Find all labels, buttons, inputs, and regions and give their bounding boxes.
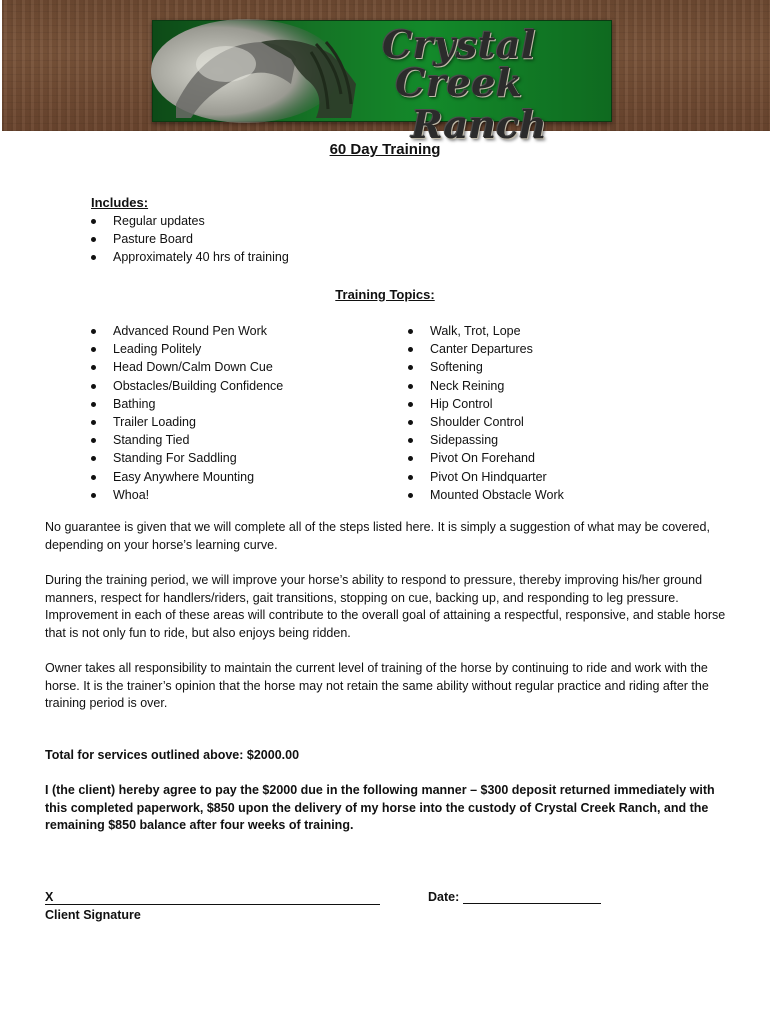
- date-field[interactable]: [463, 903, 601, 904]
- signature-field[interactable]: [45, 889, 380, 905]
- logo-title: [324, 22, 594, 147]
- list-item: Head Down/Calm Down Cue: [91, 358, 283, 376]
- includes-list: [91, 212, 289, 267]
- client-signature-label: Client Signature: [45, 908, 141, 922]
- list-item: Whoa!: [91, 486, 283, 504]
- training-period-paragraph: During the training period, we will improve your horse’s ability to respond to pressure, thereby improving his/her ground manners, respect for handlers/riders, gait transitions, stopping on cue, backing up, and responding to leg pressure. Improvement in each of these areas will contribute to the overall goal of attaining a respectful, responsive, and stable horse that is not only fun to ride, but also enjoys being ridden.: [45, 573, 726, 641]
- topics-right-list: [408, 322, 564, 504]
- list-item: Softening: [408, 358, 564, 376]
- list-item: Hip Control: [408, 395, 564, 413]
- topics-heading: Training Topics:: [335, 287, 435, 302]
- list-item: Shoulder Control: [408, 413, 564, 431]
- header-banner: [2, 0, 770, 147]
- list-item: Pasture Board: [91, 230, 289, 248]
- list-item: Easy Anywhere Mounting: [91, 468, 283, 486]
- list-item: Mounted Obstacle Work: [408, 486, 564, 504]
- list-item: Walk, Trot, Lope: [408, 322, 564, 340]
- payment-agreement: I (the client) hereby agree to pay the $2000 due in the following manner – $300 deposit returned immediately with this completed paperwork, $850 upon the delivery of my horse into the custody of Crystal Creek Ranch, and the remaining $850 balance after four weeks of training.: [45, 783, 715, 833]
- list-item: Pivot On Forehand: [408, 449, 564, 467]
- logo-line-1: Crystal Creek: [382, 22, 536, 105]
- topics-left-list: [91, 322, 283, 504]
- list-item: Pivot On Hindquarter: [408, 468, 564, 486]
- list-item: Sidepassing: [408, 431, 564, 449]
- list-item: Canter Departures: [408, 340, 564, 358]
- list-item: Advanced Round Pen Work: [91, 322, 283, 340]
- list-item: Bathing: [91, 395, 283, 413]
- guarantee-paragraph: No guarantee is given that we will complete all of the steps listed here. It is simply a suggestion of what may be covered, depending on your horse’s learning curve.: [45, 520, 710, 552]
- signature-x-mark: X: [45, 890, 54, 904]
- date-label: Date:: [428, 890, 460, 904]
- signature-line: [45, 904, 380, 905]
- list-item: Standing For Saddling: [91, 449, 283, 467]
- list-item: Neck Reining: [408, 377, 564, 395]
- total-line: Total for services outlined above: $2000.00: [45, 748, 300, 762]
- list-item: Regular updates: [91, 212, 289, 230]
- list-item: Trailer Loading: [91, 413, 283, 431]
- includes-heading: Includes:: [91, 195, 149, 210]
- owner-responsibility-paragraph: Owner takes all responsibility to maintain the current level of training of the horse by continuing to ride and work with the horse. It is the trainer’s opinion that the horse may not retain the same ability without regular practice and riding after the training period is over.: [45, 661, 709, 711]
- list-item: Leading Politely: [91, 340, 283, 358]
- ranch-logo: [152, 20, 612, 147]
- list-item: Obstacles/Building Confidence: [91, 377, 283, 395]
- page-title: 60 Day Training: [329, 141, 441, 158]
- list-item: Approximately 40 hrs of training: [91, 248, 289, 266]
- logo-line-2: Ranch: [411, 102, 547, 147]
- list-item: Standing Tied: [91, 431, 283, 449]
